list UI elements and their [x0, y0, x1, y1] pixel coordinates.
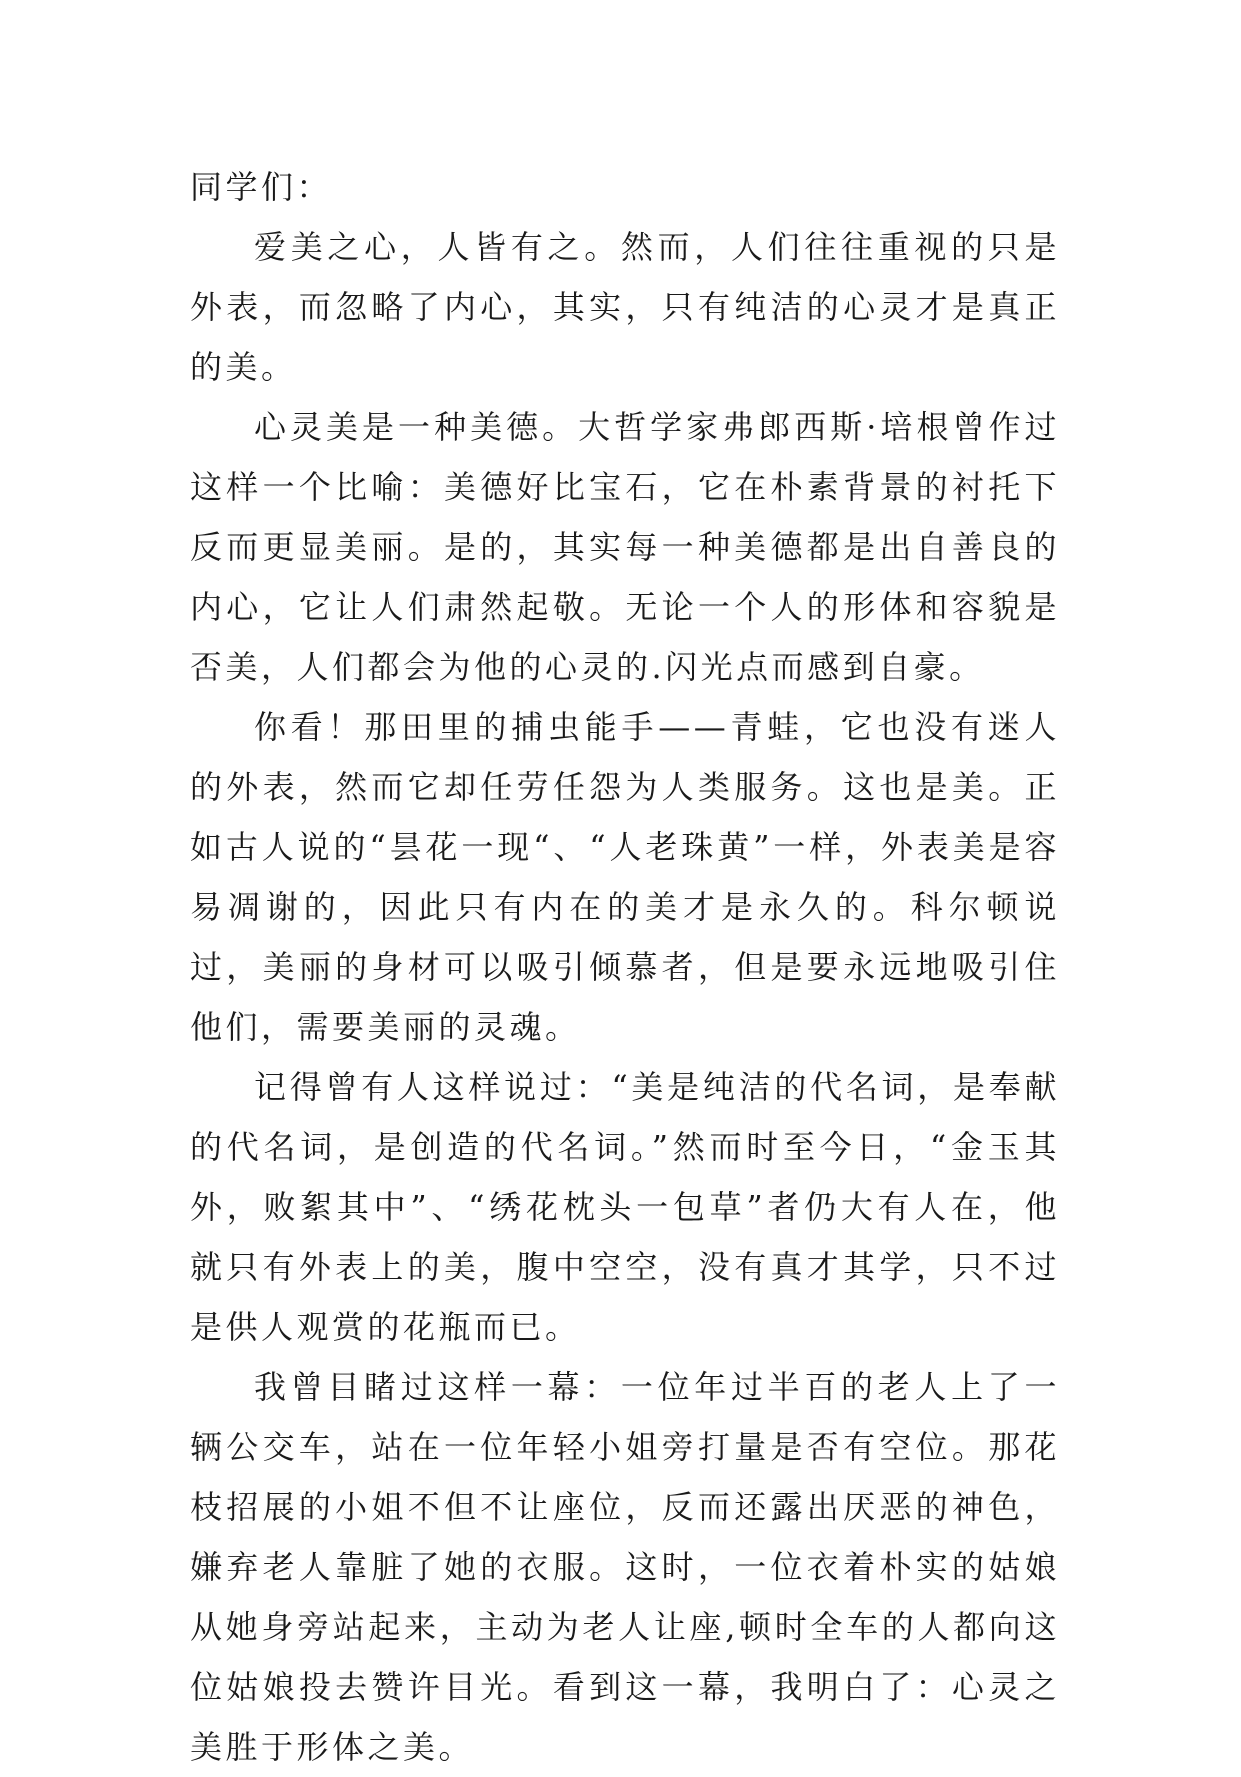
salutation: 同学们： [190, 168, 333, 206]
paragraph-5: 我曾目睹过这样一幕：一位年过半百的老人上了一辆公交车，站在一位年轻小姐旁打量是否有空位。那花枝招展的小姐不但不让座位，反而还露出厌恶的神色，嫌弃老人靠脏了她的衣服。这时，一位衣着朴实的姑娘从她身旁站起来，主动为老人让座,顿时全车的人都向这位姑娘投去赞许目光。看到这一幕，我明白了：心灵之美胜于形体之美。 [190, 1368, 1060, 1766]
document-body [190, 157, 1060, 1777]
paragraph-2: 心灵美是一种美德。大哲学家弗郎西斯·培根曾作过这样一个比喻：美德好比宝石，它在朴素背景的衬托下反而更显美丽。是的，其实每一种美德都是出自善良的内心，它让人们肃然起敬。无论一个人的形体和容貌是否美，人们都会为他的心灵的.闪光点而感到自豪。 [190, 408, 1060, 686]
paragraph-4: 记得曾有人这样说过：“美是纯洁的代名词，是奉献的代名词，是创造的代名词。”然而时至今日，“金玉其外，败絮其中”、“绣花枕头一包草”者仍大有人在，他就只有外表上的美，腹中空空，没有真才其学，只不过是供人观赏的花瓶而已。 [190, 1068, 1060, 1346]
paragraph-1: 爱美之心，人皆有之。然而，人们往往重视的只是外表，而忽略了内心，其实，只有纯洁的心灵才是真正的美。 [190, 228, 1060, 386]
paragraph-3: 你看！那田里的捕虫能手——青蛙，它也没有迷人的外表，然而它却任劳任怨为人类服务。这也是美。正如古人说的“昙花一现“、“人老珠黄”一样，外表美是容易凋谢的，因此只有内在的美才是永久的。科尔顿说过，美丽的身材可以吸引倾慕者，但是要永远地吸引住他们，需要美丽的灵魂。 [190, 708, 1060, 1046]
